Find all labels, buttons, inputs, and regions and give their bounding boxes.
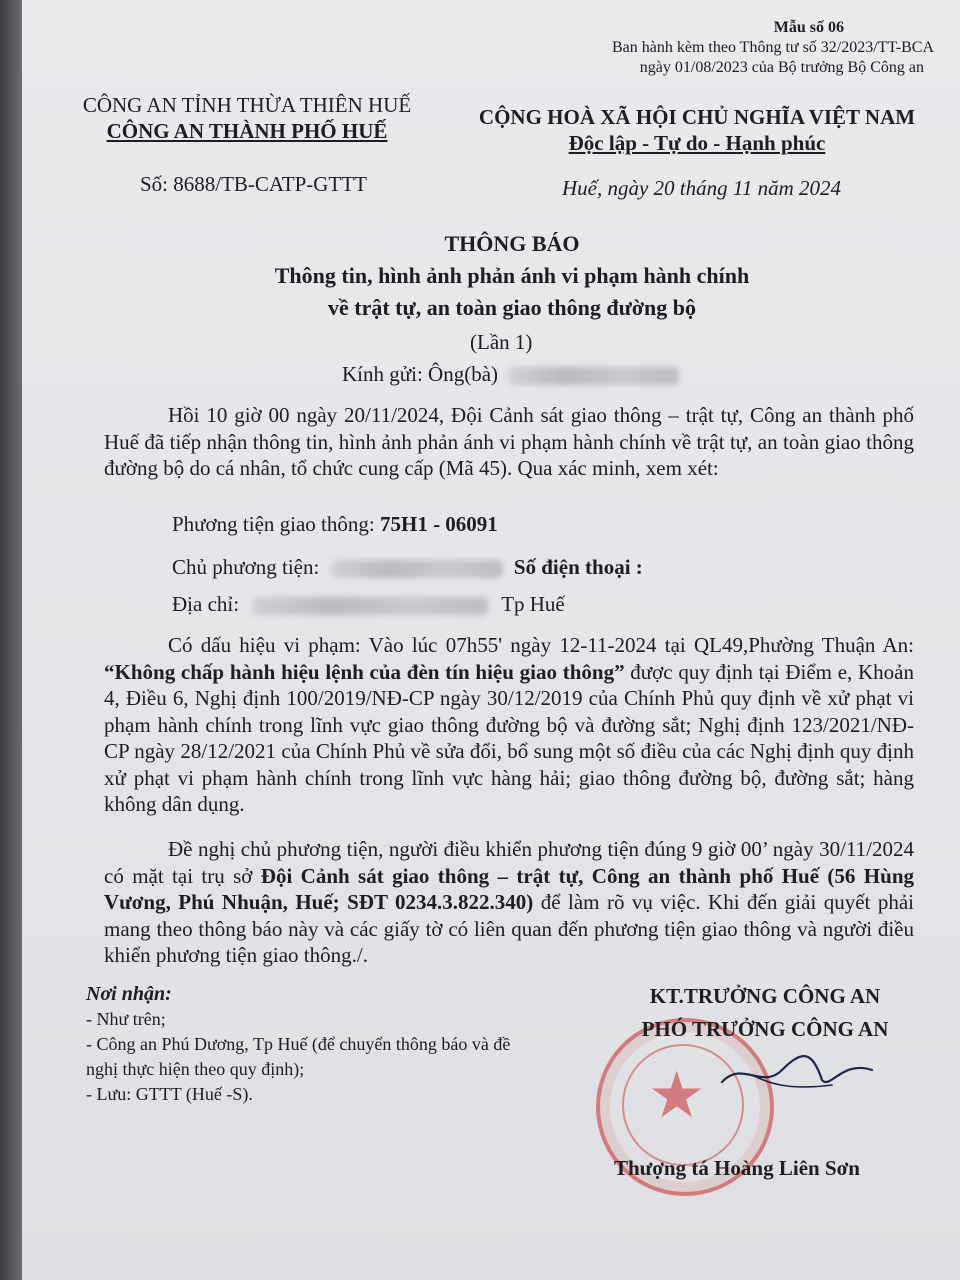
star-icon: ★ bbox=[648, 1060, 706, 1131]
signature-title-1: KT.TRƯỞNG CÔNG AN bbox=[649, 984, 881, 1008]
request-intro: Đề nghị chủ phương tiện, người điều khiển phương tiện đúng 9 giờ 00’ ngày 30/11/2024 có mặt tại trụ sở bbox=[104, 837, 914, 888]
redacted-recipient-name bbox=[509, 367, 679, 385]
phone-label: Số điện thoại : bbox=[513, 555, 643, 579]
issue-date: Huế, ngày 20 tháng 11 năm 2024 bbox=[562, 176, 841, 200]
violation-paragraph bbox=[104, 632, 914, 818]
redacted-address bbox=[252, 597, 488, 615]
notice-subtitle-2: về trật tự, an toàn giao thông đường bộ bbox=[327, 295, 696, 320]
signer-name: Thượng tá Hoàng Liên Sơn bbox=[614, 1156, 860, 1180]
national-motto: Độc lập - Tự do - Hạnh phúc bbox=[568, 131, 826, 155]
form-reference bbox=[612, 18, 934, 78]
form-number: Mẫu số 06 bbox=[773, 19, 844, 36]
document-number: Số: 8688/TB-CATP-GTTT bbox=[140, 172, 367, 196]
license-plate: 75H1 - 06091 bbox=[379, 512, 498, 536]
recipients-title: Nơi nhận: bbox=[86, 983, 172, 1005]
recipients-block bbox=[86, 982, 526, 1107]
national-title: CỘNG HOÀ XÃ HỘI CHỦ NGHĨA VIỆT NAM bbox=[478, 105, 916, 129]
violation-intro: Có dấu hiệu vi phạm: Vào lúc 07h55' ngày 12-11-2024 tại QL49,Phường Thuận An: bbox=[168, 633, 914, 657]
signature-title-2: PHÓ TRƯỞNG CÔNG AN bbox=[641, 1017, 889, 1041]
recipient-line bbox=[342, 362, 679, 387]
background-edge bbox=[0, 0, 22, 1280]
form-issued-line1: Ban hành kèm theo Thông tư số 32/2023/TT-BCA bbox=[612, 39, 934, 56]
request-instructions: để làm rõ vụ việc. Khi đến giải quyết phải mang theo thông báo này và các giấy tờ có liên quan đến phương tiện giao thông và người điều khiển phương tiện giao thông./. bbox=[104, 890, 914, 967]
agency-parent: CÔNG AN TỈNH THỪA THIÊN HUẾ bbox=[82, 93, 412, 117]
address-line bbox=[172, 592, 565, 617]
notice-title bbox=[192, 228, 832, 324]
notice-subtitle-1: Thông tin, hình ảnh phản ánh vi phạm hành chính bbox=[274, 263, 750, 288]
owner-label: Chủ phương tiện: bbox=[172, 555, 320, 579]
request-office: Đội Cảnh sát giao thông – trật tự, Công an thành phố Huế (56 Hùng Vương, Phú Nhuận, Huế; SĐT 0234.3.822.340) bbox=[104, 863, 914, 914]
owner-line bbox=[172, 555, 643, 580]
redacted-owner-name bbox=[331, 560, 503, 578]
signature-block bbox=[610, 980, 920, 1046]
document-page bbox=[22, 0, 960, 1280]
national-header bbox=[462, 104, 932, 156]
address-city: Tp Huế bbox=[501, 592, 565, 616]
vehicle-line bbox=[172, 512, 498, 537]
intro-paragraph: Hồi 10 giờ 00 ngày 20/11/2024, Đội Cảnh sát giao thông – trật tự, Công an thành phố Huế đã tiếp nhận thông tin, hình ảnh phản ánh vi phạm hành chính về trật tự, an toàn giao thông đường bộ do cá nhân, tổ chức cung cấp (Mã 45). Qua xác minh, xem xét: bbox=[104, 403, 914, 480]
recipient-label: Kính gửi: Ông(bà) bbox=[342, 362, 499, 386]
notice-main-title: THÔNG BÁO bbox=[444, 231, 580, 256]
agency-header bbox=[82, 92, 412, 144]
violation-description: “Không chấp hành hiệu lệnh của đèn tín hiệu giao thông” bbox=[104, 659, 625, 684]
agency-name: CÔNG AN THÀNH PHỐ HUẾ bbox=[106, 119, 388, 143]
recipient-item: - Công an Phú Dương, Tp Huế (để chuyển thông báo và đề nghị thực hiện theo quy định); bbox=[86, 1034, 511, 1079]
recipient-item: - Lưu: GTTT (Huế -S). bbox=[86, 1084, 253, 1104]
address-label: Địa chỉ: bbox=[172, 592, 240, 616]
handwritten-signature bbox=[712, 1040, 882, 1100]
recipient-item: - Như trên; bbox=[86, 1009, 166, 1029]
violation-legal-basis: được quy định tại Điểm e, Khoản 4, Điều 6, Nghị định 100/2019/NĐ-CP ngày 30/12/2019 của Chính Phủ quy định về xử phạt vi phạm hành chính trong lĩnh vực giao thông đường bộ và đường sắt; Nghị định 123/2021/NĐ-CP ngày 28/12/2021 của Chính Phủ về sửa đổi, bổ sung một số điều của các Nghị định quy định xử phạt vi phạm hành chính trong lĩnh vực hàng hải; giao thông đường bộ, đường sắt; hàng không dân dụng. bbox=[104, 659, 914, 816]
form-issued-line2: ngày 01/08/2023 của Bộ trưởng Bộ Công an bbox=[639, 59, 924, 76]
request-paragraph bbox=[104, 836, 914, 969]
vehicle-label: Phương tiện giao thông: bbox=[172, 512, 380, 536]
notice-iteration: (Lần 1) bbox=[470, 330, 533, 354]
